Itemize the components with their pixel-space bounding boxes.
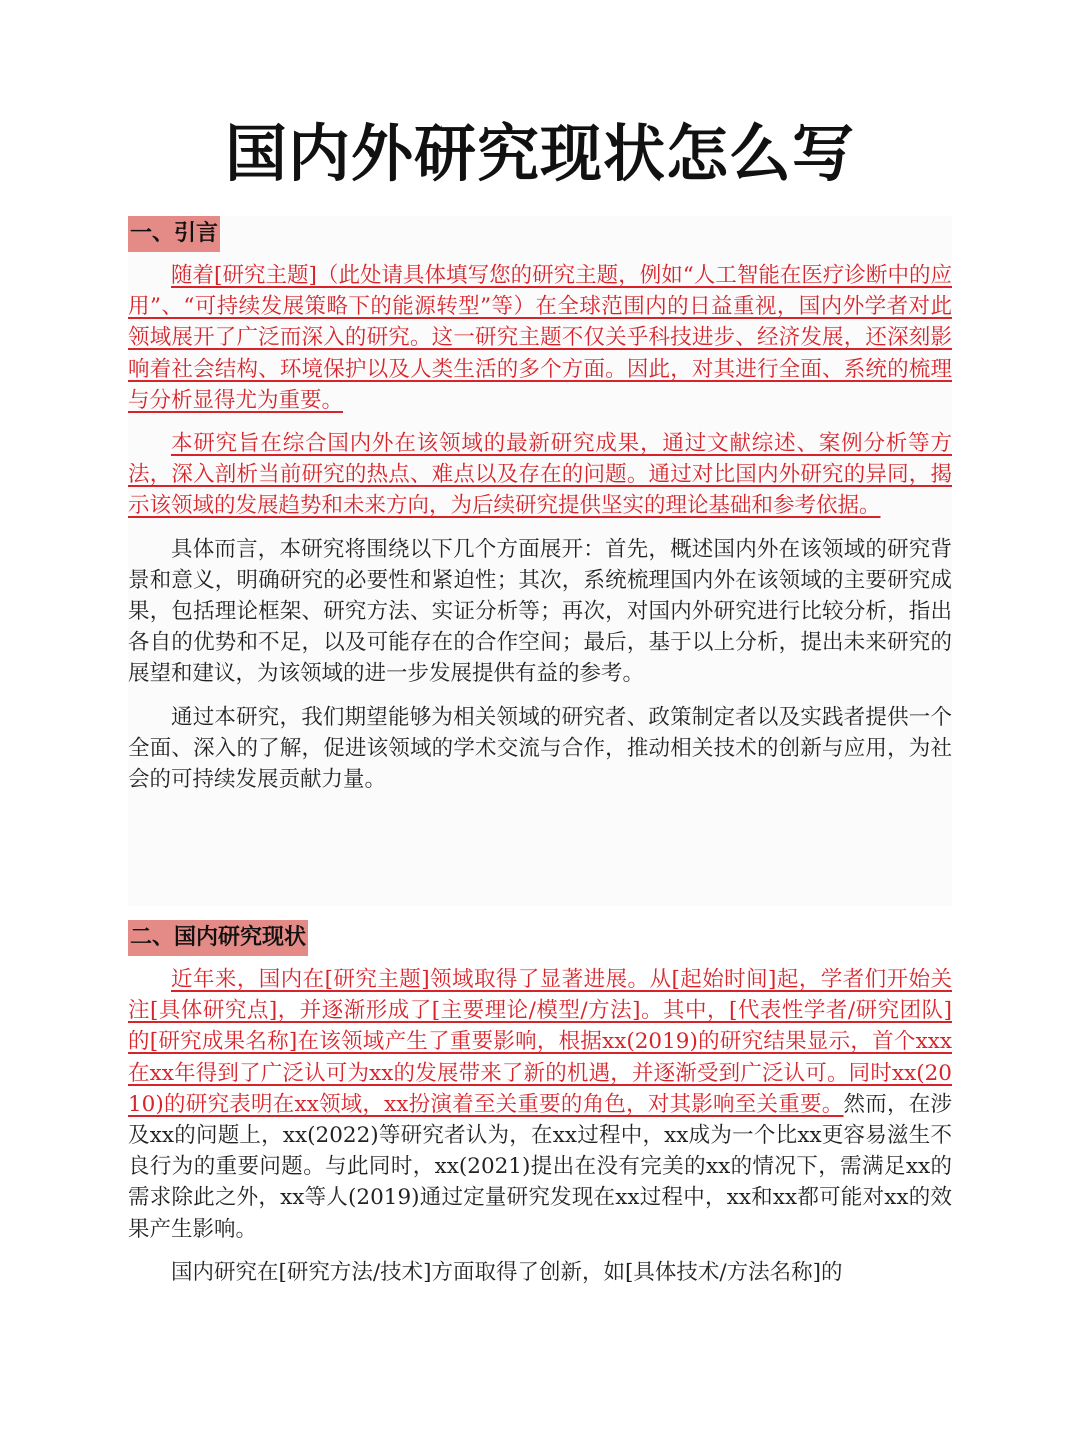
section-heading-domestic: 二、国内研究现状 <box>128 920 308 956</box>
intro-paragraph-1 <box>128 260 952 416</box>
intro-paragraph-2 <box>128 428 952 522</box>
intro-paragraph-3: 具体而言，本研究将围绕以下几个方面展开：首先，概述国内外在该领域的研究背景和意义，明确研究的必要性和紧迫性；其次，系统梳理国内外在该领域的主要研究成果，包括理论框架、研究方法、实证分析等；再次，对国内外研究进行比较分析，指出各自的优势和不足，以及可能存在的合作空间；最后，基于以上分析，提出未来研究的展望和建议，为该领域的进一步发展提供有益的参考。 <box>128 536 952 687</box>
domestic-paragraph-2: 国内研究在[研究方法/技术]方面取得了创新，如[具体技术/方法名称]的 <box>171 1259 843 1285</box>
highlighted-text: 本研究旨在综合国内外在该领域的最新研究成果，通过文献综述、案例分析等方法，深入剖析当前研究的热点、难点以及存在的问题。通过对比国内外研究的异同，揭示该领域的发展趋势和未来方向，为后续研究提供坚实的理论基础和参考依据。 <box>128 431 952 519</box>
plain-text: 然而，在涉及xx的问题上，xx(2022)等研究者认为，在xx过程中，xx成为一个比xx更容易滋生不良行为的重要问题。与此同时，xx(2021)提出在没有完美的xx的情况下，需满足xx的需求除此之外，xx等人(2019)通过定量研究发现在xx过程中，xx和xx都可能对xx的效果产生影响。 <box>128 1091 952 1242</box>
highlighted-text: 随着[研究主题]（此处请具体填写您的研究主题，例如“人工智能在医疗诊断中的应用”、“可持续发展策略下的能源转型”等）在全球范围内的日益重视，国内外学者对此领域展开了广泛而深入的研究。这一研究主题不仅关乎科技进步、经济发展，还深刻影响着社会结构、环境保护以及人类生活的多个方面。因此，对其进行全面、系统的梳理与分析显得尤为重要。 <box>128 263 952 413</box>
domestic-paragraph-1 <box>128 964 952 1245</box>
section-domestic-research <box>128 920 952 1340</box>
document-title: 国内外研究现状怎么写 <box>224 117 855 190</box>
intro-paragraph-4: 通过本研究，我们期望能够为相关领域的研究者、政策制定者以及实践者提供一个全面、深入的了解，促进该领域的学术交流与合作，推动相关技术的创新与应用，为社会的可持续发展贡献力量。 <box>128 704 952 793</box>
section-heading-introduction: 一、引言 <box>128 216 220 252</box>
highlighted-text: 近年来，国内在[研究主题]领域取得了显著进展。从[起始时间]起，学者们开始关注[具体研究点]，并逐渐形成了[主要理论/模型/方法]。其中，[代表性学者/研究团队]的[研究成果名称]在该领域产生了重要影响，根据xx(2019)的研究结果显示，首个xxx在xx年得到了广泛认可为xx的发展带来了新的机遇，并逐渐受到广泛认可。同时xx(2010)的研究表明在xx领域，xx扮演着至关重要的角色，对其影响至关重要。 <box>128 967 952 1117</box>
section-introduction <box>128 216 952 906</box>
